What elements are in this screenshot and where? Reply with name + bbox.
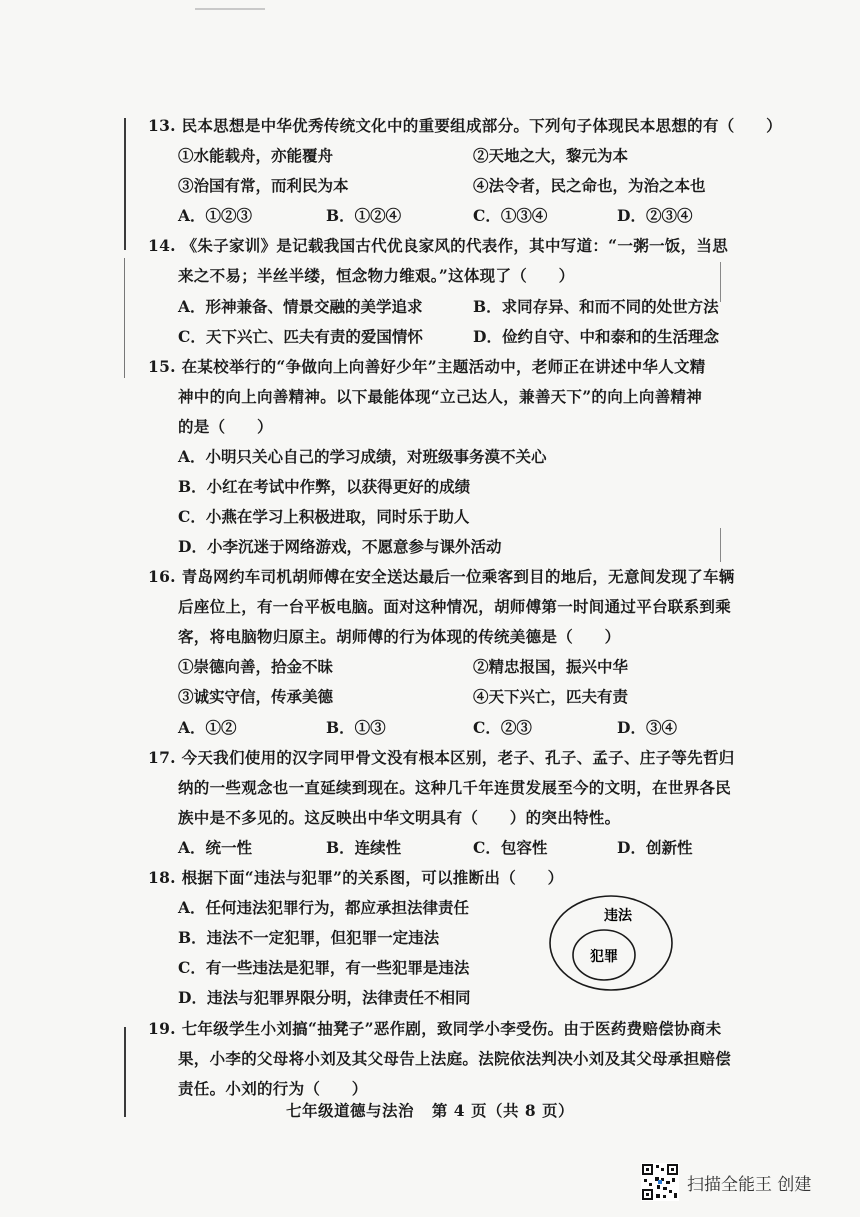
question-17-choice-c: C．包容性	[473, 838, 548, 857]
question-16-text: 客，将电脑物归原主。胡师傅的行为体现的传统美德是（ ）	[178, 627, 621, 646]
question-14-text: 来之不易；半丝半缕，恒念物力维艰。”这体现了（ ）	[178, 266, 575, 285]
question-16-text: 16. 青岛网约车司机胡师傅在安全送达最后一位乘客到目的地后，无意间发现了车辆	[148, 567, 735, 586]
question-13-item: ③治国有常，而利民为本	[178, 176, 349, 195]
question-16-item: ④天下兴亡，匹夫有责	[473, 687, 629, 706]
question-13-item: ④法令者，民之命也，为治之本也	[473, 176, 706, 195]
question-16-choice-d: D．③④	[617, 718, 677, 737]
question-15-text: 的是（ ）	[178, 417, 273, 436]
question-14-text: 14. 《朱子家训》是记载我国古代优良家风的代表作，其中写道：“一粥一饭，当思	[148, 236, 728, 255]
question-14-choice-a: A．形神兼备、情景交融的美学追求	[178, 297, 423, 316]
question-19-text: 果，小李的父母将小刘及其父母告上法庭。法院依法判决小刘及其父母承担赔偿	[178, 1049, 732, 1068]
qr-code-icon	[641, 1163, 679, 1201]
question-17-choice-b: B．连续性	[326, 838, 402, 857]
question-13-choice-a: A．①②③	[178, 206, 253, 225]
question-13-choice-b: B．①②④	[326, 206, 402, 225]
question-13-item: ①水能载舟，亦能覆舟	[178, 146, 334, 165]
subject-label: 七年级道德与法治	[285, 1101, 414, 1120]
question-17-text: 17. 今天我们使用的汉字同甲骨文没有根本区别，老子、孔子、孟子、庄子等先哲归	[148, 748, 735, 767]
inner-label: 犯罪	[590, 949, 618, 965]
question-14-choice-c: C．天下兴亡、匹夫有责的爱国情怀	[178, 327, 423, 346]
question-18-choice-a: A．任何违法犯罪行为，都应承担法律责任	[178, 898, 470, 917]
question-16-text: 后座位上，有一台平板电脑。面对这种情况，胡师傅第一时间通过平台联系到乘	[178, 597, 732, 616]
question-16-choice-a: A．①②	[178, 718, 237, 737]
question-16-choice-c: C．②③	[473, 718, 532, 737]
question-19-text: 责任。小刘的行为（ ）	[178, 1079, 368, 1098]
question-15-choice-a: A．小明只关心自己的学习成绩，对班级事务漠不关心	[178, 447, 547, 466]
question-13-choice-c: C．①③④	[473, 206, 548, 225]
page-number: 第 4 页（共 8 页）	[431, 1101, 575, 1120]
question-16-item: ①崇德向善，拾金不昧	[178, 657, 334, 676]
question-15-choice-c: C．小燕在学习上积极进取，同时乐于助人	[178, 507, 470, 526]
question-15-text: 15. 在某校举行的“争做向上向善好少年”主题活动中，老师正在讲述中华人文精	[148, 357, 706, 376]
law-crime-relationship-diagram	[548, 893, 674, 993]
question-13-text: 13. 民本思想是中华优秀传统文化中的重要组成部分。下列句子体现民本思想的有（ ）	[148, 116, 782, 135]
outer-label: 违法	[604, 908, 632, 924]
question-14-choice-d: D．俭约自守、中和泰和的生活理念	[473, 327, 719, 346]
question-15-choice-b: B．小红在考试中作弊，以获得更好的成绩	[178, 477, 471, 496]
question-17-choice-a: A．统一性	[178, 838, 253, 857]
question-18-choice-c: C．有一些违法是犯罪，有一些犯罪是违法	[178, 958, 470, 977]
question-19-text: 19. 七年级学生小刘搞“抽凳子”恶作剧，致同学小李受伤。由于医药费赔偿协商未	[148, 1019, 722, 1038]
question-17-text: 纳的一些观念也一直延续到现在。这种几千年连贯发展至今的文明，在世界各民	[178, 778, 732, 797]
scanner-watermark	[641, 1162, 811, 1202]
question-15-text: 神中的向上向善精神。以下最能体现“立己达人，兼善天下”的向上向善精神	[178, 387, 703, 406]
question-16-item: ③诚实守信，传承美德	[178, 687, 334, 706]
question-16-choice-b: B．①③	[326, 718, 386, 737]
question-17-text: 族中是不多见的。这反映出中华文明具有（ ）的突出特性。	[178, 808, 621, 827]
watermark-text: 扫描全能王 创建	[687, 1174, 812, 1195]
question-13-choice-d: D．②③④	[617, 206, 693, 225]
question-18-text: 18. 根据下面“违法与犯罪”的关系图，可以推断出（ ）	[148, 868, 564, 887]
question-18-choice-b: B．违法不一定犯罪，但犯罪一定违法	[178, 928, 440, 947]
question-14-choice-b: B．求同存异、和而不同的处世方法	[473, 297, 719, 316]
question-18-choice-d: D．违法与犯罪界限分明，法律责任不相同	[178, 988, 471, 1007]
question-15-choice-d: D．小李沉迷于网络游戏，不愿意参与课外活动	[178, 537, 502, 556]
page-footer	[0, 1099, 860, 1121]
question-13-item: ②天地之大，黎元为本	[473, 146, 629, 165]
question-17-choice-d: D．创新性	[617, 838, 693, 857]
question-16-item: ②精忠报国，振兴中华	[473, 657, 629, 676]
